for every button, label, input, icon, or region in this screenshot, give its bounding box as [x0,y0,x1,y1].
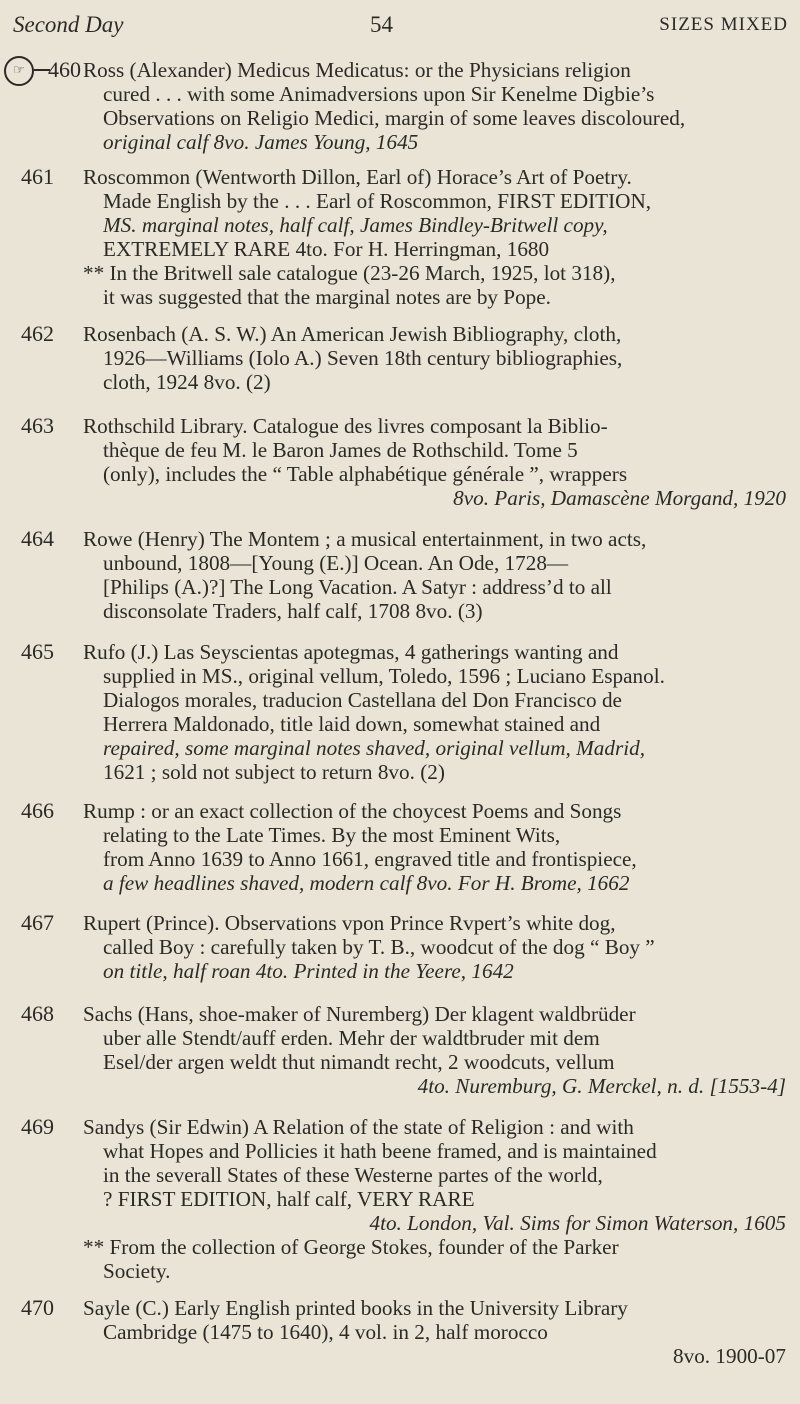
lot-description [83,527,786,623]
lot-line: original calf 8vo. James Young, 1645 [103,130,419,154]
lot-line: Sachs (Hans, shoe-maker of Nuremberg) Der klagent waldbrüder [83,1002,636,1026]
section-label: SIZES MIXED [659,14,788,35]
lot-line: 8vo. 1900-07 [673,1344,786,1368]
lot-description [83,414,786,510]
lot-line: cloth, 1924 8vo. (2) [103,370,271,394]
page-number: 54 [370,12,393,37]
lot-description [83,911,786,983]
lot-line: from Anno 1639 to Anno 1661, engraved title and frontispiece, [103,847,637,871]
lot-line: relating to the Late Times. By the most Eminent Wits, [103,823,561,847]
lot-line: repaired, some marginal notes shaved, original vellum, Madrid, [103,736,645,760]
lot-line: Rowe (Henry) The Montem ; a musical entertainment, in two acts, [83,527,647,551]
lot-line: thèque de feu M. le Baron James de Rothschild. Tome 5 [103,438,578,462]
lot-line: unbound, 1808—[Young (E.)] Ocean. An Ode, 1728— [103,551,569,575]
lot-line: (only), includes the “ Table alphabétique générale ”, wrappers [103,462,628,486]
lot-note: ** From the collection of George Stokes, founder of the Parker [83,1235,619,1259]
lot-number: 465 [21,639,54,664]
lot-line: disconsolate Traders, half calf, 1708 8vo. (3) [103,599,483,623]
lot-line: Cambridge (1475 to 1640), 4 vol. in 2, half morocco [103,1320,548,1344]
lot-line: ? FIRST EDITION, half calf, VERY RARE [103,1187,475,1211]
lot-number: 461 [21,164,54,189]
lot-line: MS. marginal notes, half calf, James Bindley-Britwell copy, [103,213,608,237]
lot-description [83,1296,786,1368]
lot-line: Herrera Maldonado, title laid down, somewhat stained and [103,712,601,736]
lot-line: supplied in MS., original vellum, Toledo, 1596 ; Luciano Espanol. [103,664,665,688]
lot-note: it was suggested that the marginal notes are by Pope. [103,285,551,309]
lot-line: 4to. London, Val. Sims for Simon Waterson, 1605 [369,1211,786,1235]
running-header [0,12,800,42]
lot-line: 1621 ; sold not subject to return 8vo. (2) [103,760,445,784]
day-label: Second Day [13,12,124,37]
lot-line: Rothschild Library. Catalogue des livres composant la Biblio- [83,414,608,438]
lot-line: Rufo (J.) Las Seyscientas apotegmas, 4 gatherings wanting and [83,640,619,664]
lot-line: Sandys (Sir Edwin) A Relation of the state of Religion : and with [83,1115,634,1139]
lot-line: 8vo. Paris, Damascène Morgand, 1920 [453,486,786,510]
lot-number: 463 [21,413,54,438]
lot-line: a few headlines shaved, modern calf 8vo. For H. Brome, 1662 [103,871,630,895]
lot-line: 1926—Williams (Iolo A.) Seven 18th century bibliographies, [103,346,623,370]
lot-number: 460 [48,57,81,82]
lot-description [83,58,786,154]
lot-line: called Boy : carefully taken by T. B., woodcut of the dog “ Boy ” [103,935,655,959]
lot-line: Esel/der argen weldt thut nimandt recht, 2 woodcuts, vellum [103,1050,615,1074]
lot-number: 462 [21,321,54,346]
lot-description [83,165,786,309]
lot-line: Ross (Alexander) Medicus Medicatus: or the Physicians religion [83,58,631,82]
lot-line: on title, half roan 4to. Printed in the Yeere, 1642 [103,959,514,983]
lot-number: 469 [21,1114,54,1139]
lot-description [83,799,786,895]
lot-number: 470 [21,1295,54,1320]
lot-description [83,1002,786,1098]
lot-line: EXTREMELY RARE 4to. For H. Herringman, 1680 [103,237,550,261]
lot-line: Made English by the . . . Earl of Roscommon, FIRST EDITION, [103,189,652,213]
lot-description [83,640,786,784]
lot-description [83,322,786,394]
lot-note: ** In the Britwell sale catalogue (23-26 March, 1925, lot 318), [83,261,616,285]
lot-line: Rupert (Prince). Observations vpon Prince Rvpert’s white dog, [83,911,616,935]
lot-number: 466 [21,798,54,823]
lot-line: Rump : or an exact collection of the choycest Poems and Songs [83,799,622,823]
lot-line: Roscommon (Wentworth Dillon, Earl of) Horace’s Art of Poetry. [83,165,632,189]
lot-line: [Philips (A.)?] The Long Vacation. A Satyr : address’d to all [103,575,612,599]
lot-line: 4to. Nuremburg, G. Merckel, n. d. [1553-4] [417,1074,786,1098]
lot-line: uber alle Stendt/auff erden. Mehr der waldtbruder mit dem [103,1026,600,1050]
lot-number: 467 [21,910,54,935]
lot-line: in the severall States of these Westerne partes of the world, [103,1163,603,1187]
lot-line: Rosenbach (A. S. W.) An American Jewish Bibliography, cloth, [83,322,622,346]
lot-line: Observations on Religio Medici, margin of some leaves discoloured, [103,106,686,130]
pointing-hand-icon: ☞ [4,56,34,86]
lot-note: Society. [103,1259,171,1283]
lot-line: Dialogos morales, traducion Castellana del Don Francisco de [103,688,622,712]
lot-line: Sayle (C.) Early English printed books in the University Library [83,1296,628,1320]
lot-line: cured . . . with some Animadversions upon Sir Kenelme Digbie’s [103,82,655,106]
lot-line: what Hopes and Pollicies it hath beene framed, and is maintained [103,1139,657,1163]
lot-number: 464 [21,526,54,551]
lot-number: 468 [21,1001,54,1026]
lot-description [83,1115,786,1283]
